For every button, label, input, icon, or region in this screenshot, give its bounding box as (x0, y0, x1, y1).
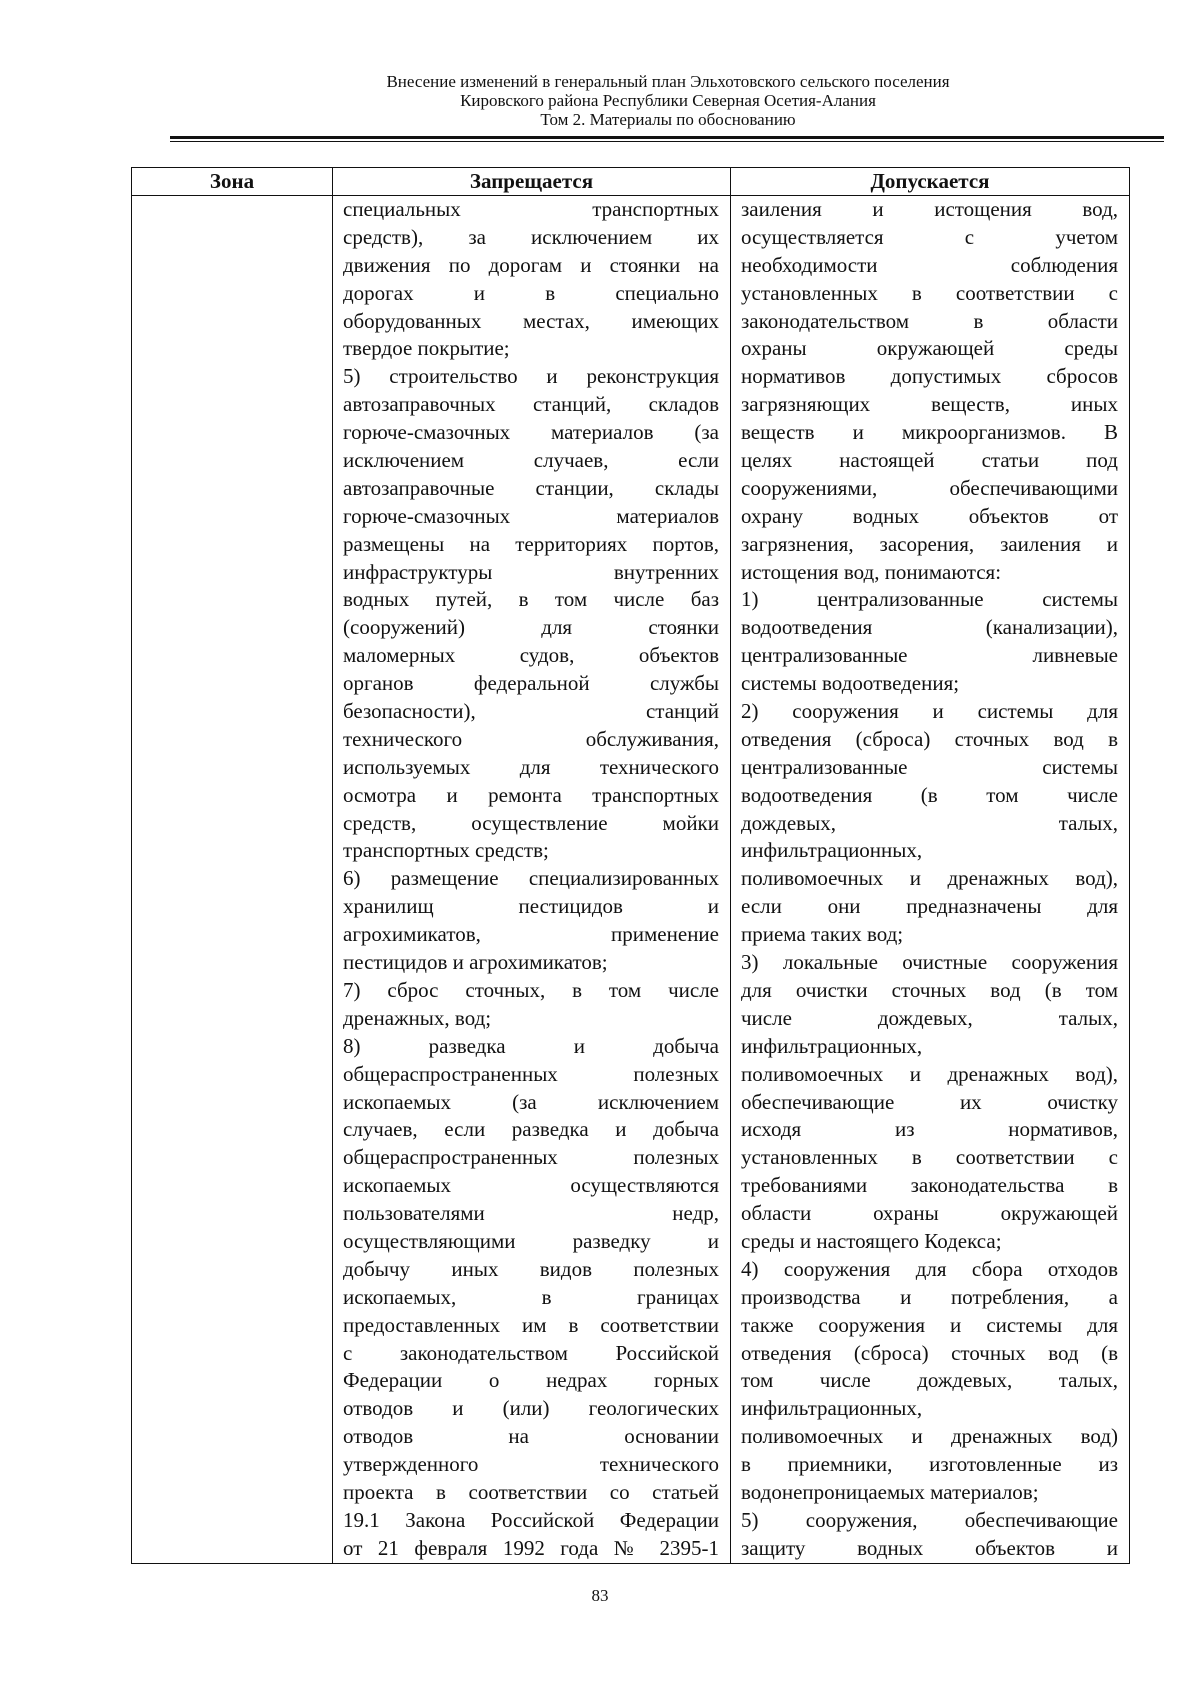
allowed-text-line: осуществляется с учетом (741, 224, 1118, 249)
forbidden-text-line: агрохимикатов, применение (343, 922, 719, 947)
forbidden-text-line: твердое покрытие; (343, 336, 510, 361)
header-line-1: Внесение изменений в генеральный план Эльхотовского сельского поселения (386, 72, 950, 91)
allowed-text-line: среды и настоящего Кодекса; (741, 1228, 1002, 1253)
allowed-text-line: установленных в соответствии с (741, 1145, 1118, 1170)
table-header-row (132, 168, 1130, 196)
allowed-text-line: необходимости соблюдения (741, 252, 1118, 277)
forbidden-text-line: средств, осуществление мойки (343, 810, 719, 835)
allowed-text-line: отведения (сброса) сточных вод (в (741, 1340, 1118, 1365)
forbidden-text-line: движения по дорогам и стоянки на (343, 252, 719, 277)
forbidden-text-line: горюче-смазочных материалов (343, 503, 719, 528)
forbidden-text (333, 196, 730, 1563)
allowed-text-line: поливомоечных и дренажных вод), (741, 866, 1118, 891)
forbidden-text-line: исключением случаев, если (343, 448, 719, 473)
forbidden-cell (333, 196, 731, 1564)
forbidden-text-line: осмотра и ремонта транспортных (343, 782, 719, 807)
forbidden-text-line: маломерных судов, объектов (343, 643, 719, 668)
forbidden-text-line: автозаправочные станции, склады (343, 475, 719, 500)
allowed-text-line: централизованные ливневые (741, 643, 1118, 668)
allowed-text-line: отведения (сброса) сточных вод в (741, 726, 1118, 751)
forbidden-text-line: добычу иных видов полезных (343, 1256, 719, 1281)
forbidden-text-line: отводов и (или) геологических (343, 1396, 719, 1421)
allowed-text-line: также сооружения и системы для (741, 1312, 1118, 1337)
forbidden-text-line: 6) размещение специализированных (343, 866, 719, 891)
allowed-text-line: числе дождевых, талых, (741, 1005, 1118, 1030)
allowed-text-line: 5) сооружения, обеспечивающие (741, 1507, 1118, 1532)
allowed-text-line: том числе дождевых, талых, (741, 1368, 1118, 1393)
forbidden-text-line: безопасности), станций (343, 699, 719, 724)
forbidden-text-line: пестицидов и агрохимикатов; (343, 950, 608, 975)
allowed-text-line: 2) сооружения и системы для (741, 699, 1118, 724)
forbidden-text-line: технического обслуживания, (343, 726, 719, 751)
allowed-text-line: сооружениями, обеспечивающими (741, 475, 1118, 500)
allowed-text-line: дождевых, талых, (741, 810, 1118, 835)
allowed-text-line: целях настоящей статьи под (741, 448, 1118, 473)
allowed-text-line: 3) локальные очистные сооружения (741, 950, 1118, 975)
header-line-3: Том 2. Материалы по обоснованию (540, 110, 796, 129)
allowed-text-line: водонепроницаемых материалов; (741, 1479, 1039, 1504)
forbidden-text-line: органов федеральной службы (343, 671, 719, 696)
allowed-text-line: области охраны окружающей (741, 1201, 1118, 1226)
allowed-text-line: обеспечивающие их очистку (741, 1089, 1118, 1114)
allowed-text-line: водоотведения (в том числе (741, 782, 1118, 807)
allowed-text-line: инфильтрационных, (741, 1033, 923, 1058)
document-header (170, 72, 1166, 129)
forbidden-text-line: размещены на территориях портов, (343, 531, 719, 556)
zones-table (131, 167, 1130, 1564)
forbidden-text-line: 5) строительство и реконструкция (343, 364, 719, 389)
forbidden-text-line: осуществляющими разведку и (343, 1228, 719, 1253)
column-header-zone: Зона (132, 168, 333, 196)
forbidden-text-line: 19.1 Закона Российской Федерации (343, 1507, 719, 1532)
forbidden-text-line: (сооружений) для стоянки (343, 615, 719, 640)
forbidden-text-line: ископаемых осуществляются (343, 1173, 719, 1198)
allowed-text-line: водоотведения (канализации), (741, 615, 1118, 640)
forbidden-text-line: предоставленных им в соответствии (343, 1312, 719, 1337)
page-number: 83 (591, 1586, 609, 1605)
allowed-text-line: производства и потребления, а (741, 1284, 1118, 1309)
allowed-text-line: веществ и микроорганизмов. В (741, 420, 1118, 445)
allowed-text-line: поливомоечных и дренажных вод), (741, 1061, 1118, 1086)
allowed-text-line: заиления и истощения вод, (741, 197, 1118, 221)
allowed-text-line: если они предназначены для (741, 894, 1118, 919)
allowed-text-line: поливомоечных и дренажных вод) (741, 1424, 1118, 1449)
forbidden-text-line: 8) разведка и добыча (343, 1033, 719, 1058)
forbidden-text-line: дорогах и в специально (343, 280, 719, 305)
forbidden-text-line: инфраструктуры внутренних (343, 559, 719, 584)
allowed-text-line: инфильтрационных, (741, 1396, 923, 1421)
column-header-forbidden: Запрещается (333, 168, 731, 196)
forbidden-text-line: горюче-смазочных материалов (за (343, 420, 719, 445)
forbidden-text-line: ископаемых (за исключением (343, 1089, 719, 1114)
forbidden-text-line: оборудованных местах, имеющих (343, 308, 719, 333)
column-header-allowed: Допускается (731, 168, 1130, 196)
forbidden-text-line: дренажных, вод; (343, 1005, 492, 1030)
allowed-text-line: установленных в соответствии с (741, 280, 1118, 305)
forbidden-text-line: утвержденного технического (343, 1452, 719, 1477)
allowed-text-line: защиту водных объектов и (741, 1535, 1118, 1560)
forbidden-text-line: отводов на основании (343, 1424, 719, 1449)
forbidden-text-line: автозаправочных станций, складов (343, 392, 719, 417)
allowed-text-line: охрану водных объектов от (741, 503, 1118, 528)
allowed-text-line: в приемники, изготовленные из (741, 1452, 1118, 1477)
forbidden-text-line: Федерации о недрах горных (343, 1368, 719, 1393)
allowed-text-line: инфильтрационных, (741, 838, 923, 863)
forbidden-text-line: проекта в соответствии со статьей (343, 1479, 719, 1504)
allowed-text-line: охраны окружающей среды (741, 336, 1118, 361)
allowed-text-line: нормативов допустимых сбросов (741, 364, 1118, 389)
allowed-text-line: централизованные системы (741, 754, 1118, 779)
forbidden-text-line: с законодательством Российской (343, 1340, 719, 1365)
forbidden-text-line: случаев, если разведка и добыча (343, 1117, 719, 1142)
allowed-text-line: загрязняющих веществ, иных (741, 392, 1118, 417)
allowed-text-line: 4) сооружения для сбора отходов (741, 1256, 1118, 1281)
forbidden-text-line: от 21 февраля 1992 года № 2395-1 (343, 1535, 719, 1560)
allowed-cell (731, 196, 1130, 1564)
allowed-text-line: загрязнения, засорения, заиления и (741, 531, 1118, 556)
forbidden-text-line: общераспространенных полезных (343, 1061, 719, 1086)
allowed-text-line: законодательством в области (741, 308, 1118, 333)
forbidden-text-line: водных путей, в том числе баз (343, 587, 719, 612)
forbidden-text-line: специальных транспортных (343, 197, 719, 221)
forbidden-text-line: хранилищ пестицидов и (343, 894, 719, 919)
forbidden-text-line: используемых для технического (343, 754, 719, 779)
allowed-text-line: исходя из нормативов, (741, 1117, 1118, 1142)
forbidden-text-line: средств), за исключением их (343, 224, 719, 249)
header-double-rule (170, 136, 1164, 142)
allowed-text-line: системы водоотведения; (741, 671, 960, 696)
forbidden-text-line: 7) сброс сточных, в том числе (343, 977, 719, 1002)
allowed-text-line: приема таких вод; (741, 922, 904, 947)
table-row (132, 196, 1130, 1564)
allowed-text-line: истощения вод, понимаются: (741, 559, 1002, 584)
header-line-2: Кировского района Республики Северная Осетия-Алания (460, 91, 876, 110)
forbidden-text-line: общераспространенных полезных (343, 1145, 719, 1170)
allowed-text-line: для очистки сточных вод (в том (741, 977, 1118, 1002)
forbidden-text-line: транспортных средств; (343, 838, 549, 863)
allowed-text (731, 196, 1129, 1563)
allowed-text-line: 1) централизованные системы (741, 587, 1118, 612)
forbidden-text-line: пользователями недр, (343, 1201, 719, 1226)
forbidden-text-line: ископаемых, в границах (343, 1284, 719, 1309)
zone-cell (132, 196, 333, 1564)
allowed-text-line: требованиями законодательства в (741, 1173, 1118, 1198)
